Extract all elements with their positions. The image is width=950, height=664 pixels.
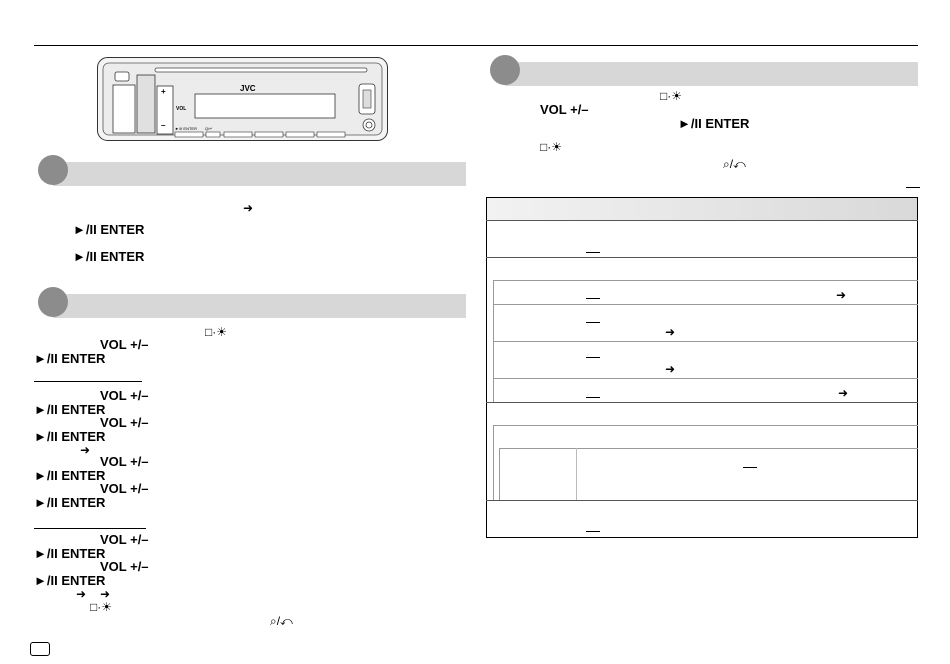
row-line xyxy=(486,500,918,501)
display-settings-icon: □·☀ xyxy=(90,600,113,614)
enter-button-label: ►/II ENTER xyxy=(34,468,106,483)
car-stereo-illustration xyxy=(97,57,388,141)
default-mark xyxy=(586,397,600,398)
vol-button-label: VOL +/– xyxy=(100,337,149,352)
search-back-icon: ⌕/↶ xyxy=(723,157,746,171)
enter-button-label: ►/II ENTER xyxy=(73,249,145,264)
display-settings-icon: □·☀ xyxy=(540,140,563,154)
default-mark xyxy=(586,531,600,532)
row-line xyxy=(493,304,918,305)
enter-button-label: ►/II ENTER xyxy=(34,402,106,417)
row-line xyxy=(493,280,918,281)
default-mark xyxy=(743,467,757,468)
default-mark xyxy=(586,252,600,253)
default-mark xyxy=(586,322,600,323)
device-plus: + xyxy=(161,87,166,96)
vol-button-label: VOL +/– xyxy=(100,481,149,496)
divider xyxy=(34,381,142,382)
section-1-number-circle xyxy=(38,155,68,185)
device-back-label: Q/↵ xyxy=(205,126,213,131)
row-line xyxy=(493,425,918,426)
section-bar-1 xyxy=(53,162,466,186)
row-line xyxy=(493,341,918,342)
display-settings-icon: □·☀ xyxy=(660,89,683,103)
device-vol-label: VOL xyxy=(176,106,187,112)
vol-button-label: VOL +/– xyxy=(540,102,589,117)
arrow-icon: ➜ xyxy=(665,362,676,376)
row-line xyxy=(486,402,918,403)
vol-button-label: VOL +/– xyxy=(100,415,149,430)
device-enter-label: ►/II ENTER xyxy=(175,126,197,131)
arrow-icon: ➜ xyxy=(838,386,849,400)
nest-line xyxy=(493,425,494,500)
arrow-icon: ➜ xyxy=(100,587,111,601)
arrow-icon: ➜ xyxy=(836,288,847,302)
device-minus: – xyxy=(161,121,166,130)
vol-button-label: VOL +/– xyxy=(100,388,149,403)
enter-button-label: ►/II ENTER xyxy=(34,546,106,561)
table-header xyxy=(487,198,917,220)
settings-table xyxy=(486,197,918,538)
section-3-number-circle xyxy=(490,55,520,85)
default-mark xyxy=(586,357,600,358)
row-line xyxy=(493,378,918,379)
enter-button-label: ►/II ENTER xyxy=(34,495,106,510)
row-line xyxy=(486,220,918,221)
arrow-icon: ➜ xyxy=(243,201,254,215)
arrow-icon: ➜ xyxy=(80,443,91,457)
arrow-icon: ➜ xyxy=(76,587,87,601)
column-line xyxy=(576,448,577,500)
enter-button-label: ►/II ENTER xyxy=(34,429,106,444)
row-line xyxy=(486,257,918,258)
enter-button-label: ►/II ENTER xyxy=(34,573,106,588)
enter-button-label: ►/II ENTER xyxy=(34,351,106,366)
default-mark xyxy=(586,298,600,299)
device-logo: JVC xyxy=(240,84,256,93)
vol-button-label: VOL +/– xyxy=(100,559,149,574)
arrow-icon: ➜ xyxy=(665,325,676,339)
enter-button-label: ►/II ENTER xyxy=(678,116,750,131)
display-settings-icon: □·☀ xyxy=(205,325,228,339)
vol-button-label: VOL +/– xyxy=(100,454,149,469)
section-bar-2 xyxy=(53,294,466,318)
divider xyxy=(34,528,146,529)
default-mark xyxy=(906,187,920,188)
section-2-number-circle xyxy=(38,287,68,317)
top-rule xyxy=(34,45,918,46)
search-back-icon: ⌕/↶ xyxy=(270,614,293,628)
page-number-box xyxy=(30,642,50,656)
enter-button-label: ►/II ENTER xyxy=(73,222,145,237)
vol-button-label: VOL +/– xyxy=(100,532,149,547)
section-bar-3 xyxy=(505,62,918,86)
row-line xyxy=(499,448,918,449)
nest-line xyxy=(499,448,500,500)
